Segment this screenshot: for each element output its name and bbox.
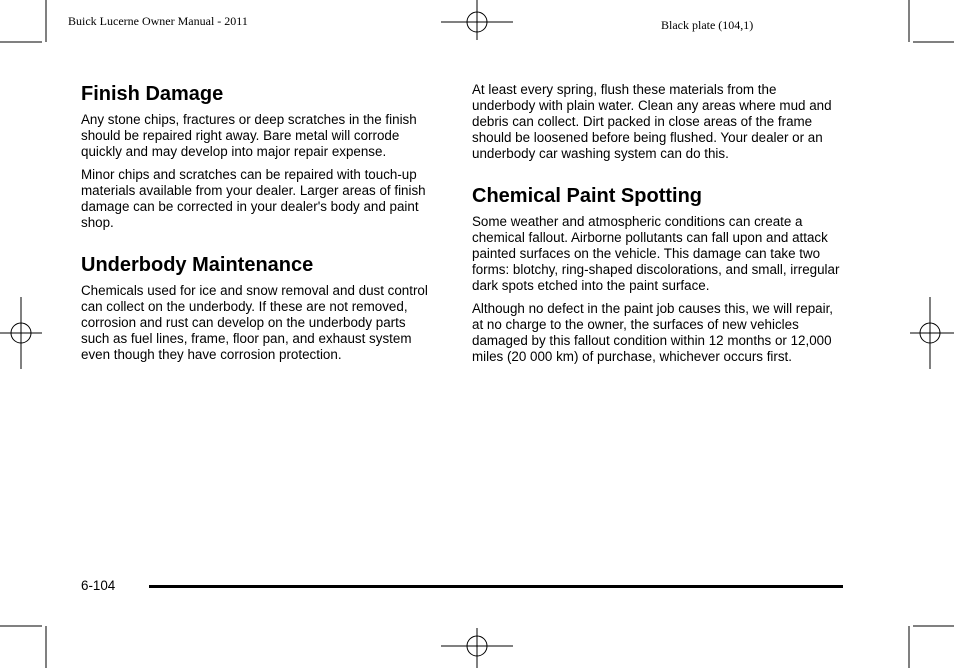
paragraph: Minor chips and scratches can be repaired with touch-up materials available from your dealer. Larger areas of finish damage can be corrected in your dealer's body and paint shop.	[81, 167, 426, 230]
registration-mark-right	[910, 297, 954, 369]
paragraph: Chemicals used for ice and snow removal and dust control can collect on the underbody. If these are not removed, corrosion and rust can develop on the underbody parts such as fuel lines, frame, floor pan, and exhaust system even though they have corrosion protection.	[81, 283, 428, 362]
left-column	[81, 82, 436, 370]
registration-mark-bottom	[441, 628, 513, 668]
paragraph: Some weather and atmospheric conditions can create a chemical fallout. Airborne pollutants can fall upon and attack painted surfaces on the vehicle. This damage can take two forms: blotchy, ring-shaped discolorations, and small, irregular dark spots etched into the paint surface.	[472, 214, 840, 293]
paragraph: Any stone chips, fractures or deep scratches in the finish should be repaired right away. Bare metal will corrode quickly and may develop into major repair expense.	[81, 112, 417, 159]
page-number: 6-104	[81, 578, 116, 593]
heading-finish-damage: Finish Damage	[81, 83, 224, 105]
header-manual-title: Buick Lucerne Owner Manual - 2011	[68, 14, 248, 28]
paragraph: At least every spring, flush these materials from the underbody with plain water. Clean any areas where mud and debris can collect. Dirt packed in close areas of the frame should be loosened before being flushed. Your dealer or an underbody car washing system can do this.	[472, 82, 832, 161]
heading-chemical-paint-spotting: Chemical Paint Spotting	[472, 185, 703, 207]
registration-mark-top	[441, 0, 513, 40]
footer-rule	[149, 585, 843, 588]
registration-mark-left	[0, 297, 42, 369]
paragraph: Although no defect in the paint job causes this, we will repair, at no charge to the owner, the surfaces of new vehicles damaged by this fallout condition within 12 months or 12,000 miles (20 000 km) of purchase, whichever occurs first.	[472, 301, 834, 364]
right-column	[472, 82, 840, 372]
heading-underbody-maintenance: Underbody Maintenance	[81, 254, 314, 276]
header-plate-label: Black plate (104,1)	[661, 18, 754, 32]
